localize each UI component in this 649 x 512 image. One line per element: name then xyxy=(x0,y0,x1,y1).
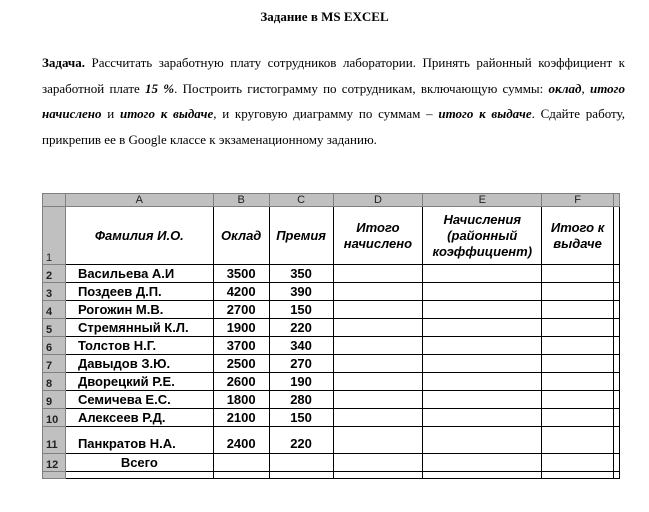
cell-regional-coefficient[interactable] xyxy=(423,427,542,454)
cell-name[interactable]: Поздеев Д.П. xyxy=(65,283,213,301)
cell-name[interactable]: Дворецкий Р.Е. xyxy=(65,373,213,391)
cell-bonus[interactable]: 190 xyxy=(269,373,333,391)
table-row xyxy=(43,283,620,301)
cell-salary[interactable]: 2700 xyxy=(213,301,269,319)
cell-salary[interactable]: 3700 xyxy=(213,337,269,355)
task-term-itogo-k-vydache-2: итого к выдаче xyxy=(438,106,532,121)
cell-name[interactable]: Семичева Е.С. xyxy=(65,391,213,409)
cell-total-accrued[interactable] xyxy=(333,319,423,337)
task-label: Задача. xyxy=(42,55,85,70)
table-row xyxy=(43,355,620,373)
select-all-corner[interactable] xyxy=(43,194,66,207)
cell-name[interactable]: Давыдов З.Ю. xyxy=(65,355,213,373)
cell-total-accrued-sum[interactable] xyxy=(333,454,423,472)
cell-bonus[interactable]: 150 xyxy=(269,301,333,319)
cell-bonus[interactable]: 390 xyxy=(269,283,333,301)
cell-regional-coefficient[interactable] xyxy=(423,391,542,409)
task-and: и xyxy=(101,106,120,121)
column-header-d[interactable]: D xyxy=(333,194,423,207)
task-term-itogo-k-vydache: итого к выдаче xyxy=(119,106,214,121)
cell-regional-coefficient[interactable] xyxy=(423,283,542,301)
cell-g[interactable] xyxy=(613,283,619,301)
cell-salary[interactable]: 2600 xyxy=(213,373,269,391)
spreadsheet-area xyxy=(42,193,620,481)
cell-empty[interactable] xyxy=(333,472,423,479)
task-text-1: Рассчитать заработную плату сотрудников лаборатории. Принять районный коэффициент к заработной плате xyxy=(42,55,625,96)
cell-name[interactable]: Стремянный К.Л. xyxy=(65,319,213,337)
total-row xyxy=(43,454,620,472)
table-row xyxy=(43,337,620,355)
header-cell-bonus[interactable]: Премия xyxy=(269,207,333,265)
cell-total-payout[interactable] xyxy=(542,319,614,337)
cell-empty[interactable] xyxy=(269,472,333,479)
cell-bonus[interactable]: 270 xyxy=(269,355,333,373)
row-header-7[interactable]: 7 xyxy=(43,355,66,373)
cell-regional-coefficient[interactable] xyxy=(423,337,542,355)
cell-empty[interactable] xyxy=(613,472,619,479)
cell-salary[interactable]: 1900 xyxy=(213,319,269,337)
cell-empty[interactable] xyxy=(423,472,542,479)
document-title: Задание в MS EXCEL xyxy=(260,9,389,24)
row-header-2[interactable]: 2 xyxy=(43,265,66,283)
cell-total-accrued[interactable] xyxy=(333,355,423,373)
row-header-1[interactable]: 1 xyxy=(43,207,66,265)
cell-total-coefficient-sum[interactable] xyxy=(423,454,542,472)
task-text-4: . Сдайте работу, прикрепив ее в Google классе к экзаменационному заданию. xyxy=(42,106,625,147)
column-header-b[interactable]: B xyxy=(213,194,269,207)
column-header-e[interactable]: E xyxy=(423,194,542,207)
row-header-4[interactable]: 4 xyxy=(43,301,66,319)
cell-empty[interactable] xyxy=(65,472,213,479)
cell-name[interactable]: Васильева А.И xyxy=(65,265,213,283)
header-cell-name[interactable]: Фамилия И.О. xyxy=(65,207,213,265)
table-row xyxy=(43,391,620,409)
task-text-2: . Построить гистограмму по сотрудникам, включающую суммы: xyxy=(174,80,549,96)
cell-g[interactable] xyxy=(613,391,619,409)
cell-total-payout[interactable] xyxy=(542,355,614,373)
cell-salary[interactable]: 1800 xyxy=(213,391,269,409)
row-header-3[interactable]: 3 xyxy=(43,283,66,301)
row-header-13[interactable] xyxy=(43,472,66,479)
column-header-c[interactable]: C xyxy=(269,194,333,207)
cell-total-payout[interactable] xyxy=(542,427,614,454)
table-row xyxy=(43,409,620,427)
task-term-itogo-nachisleno: итого начислено xyxy=(42,80,625,121)
cell-total-salary[interactable] xyxy=(213,454,269,472)
task-comma: , xyxy=(581,80,590,96)
cell-g[interactable] xyxy=(613,409,619,427)
row-header-11[interactable]: 11 xyxy=(43,427,66,454)
header-cell-salary[interactable]: Оклад xyxy=(213,207,269,265)
task-coefficient: 15 % xyxy=(145,80,175,96)
table-row xyxy=(43,427,620,454)
cell-empty[interactable] xyxy=(542,472,614,479)
cell-bonus[interactable]: 220 xyxy=(269,427,333,454)
header-cell-total-accrued[interactable]: Итого начислено xyxy=(333,207,423,265)
cell-total-payout[interactable] xyxy=(542,337,614,355)
table-row xyxy=(43,319,620,337)
cell-g[interactable] xyxy=(613,454,619,472)
cell-g1[interactable] xyxy=(613,207,619,265)
cell-total-payout[interactable] xyxy=(542,373,614,391)
cell-total-payout[interactable] xyxy=(542,301,614,319)
cell-g[interactable] xyxy=(613,373,619,391)
cell-regional-coefficient[interactable] xyxy=(423,265,542,283)
task-paragraph xyxy=(42,50,625,152)
cell-salary[interactable]: 2400 xyxy=(213,427,269,454)
column-header-row xyxy=(43,194,620,207)
cell-total-accrued[interactable] xyxy=(333,265,423,283)
salary-table xyxy=(42,193,620,479)
cell-total-accrued[interactable] xyxy=(333,301,423,319)
header-cell-total-payout[interactable]: Итого к выдаче xyxy=(542,207,614,265)
cell-total-accrued[interactable] xyxy=(333,283,423,301)
cell-bonus[interactable]: 220 xyxy=(269,319,333,337)
cell-name[interactable]: Толстов Н.Г. xyxy=(65,337,213,355)
row-header-8[interactable]: 8 xyxy=(43,373,66,391)
cell-regional-coefficient[interactable] xyxy=(423,373,542,391)
table-row xyxy=(43,265,620,283)
cell-name[interactable]: Рогожин М.В. xyxy=(65,301,213,319)
cell-bonus[interactable]: 340 xyxy=(269,337,333,355)
cell-name[interactable]: Алексеев Р.Д. xyxy=(65,409,213,427)
cell-bonus[interactable]: 280 xyxy=(269,391,333,409)
column-header-a[interactable]: A xyxy=(65,194,213,207)
cell-total-accrued[interactable] xyxy=(333,409,423,427)
cell-g[interactable] xyxy=(613,427,619,454)
cell-g[interactable] xyxy=(613,337,619,355)
cell-g[interactable] xyxy=(613,301,619,319)
header-cell-regional-coefficient[interactable]: Начисления (районный коэффициент) xyxy=(423,207,542,265)
cell-g[interactable] xyxy=(613,355,619,373)
cell-empty[interactable] xyxy=(213,472,269,479)
cell-bonus[interactable]: 150 xyxy=(269,409,333,427)
cell-total-accrued[interactable] xyxy=(333,337,423,355)
column-header-f[interactable]: F xyxy=(542,194,614,207)
cell-salary[interactable]: 3500 xyxy=(213,265,269,283)
table-row xyxy=(43,373,620,391)
cell-g[interactable] xyxy=(613,319,619,337)
cell-total-accrued[interactable] xyxy=(333,427,423,454)
cell-g[interactable] xyxy=(613,265,619,283)
task-term-oklad: оклад xyxy=(548,80,582,96)
cell-regional-coefficient[interactable] xyxy=(423,301,542,319)
row-header-12[interactable]: 12 xyxy=(43,454,66,472)
cell-salary[interactable]: 2500 xyxy=(213,355,269,373)
cell-total-payout[interactable] xyxy=(542,391,614,409)
cell-total-payout-sum[interactable] xyxy=(542,454,614,472)
cell-name[interactable]: Панкратов Н.А. xyxy=(65,427,213,454)
row-header-10[interactable]: 10 xyxy=(43,409,66,427)
cell-total-payout[interactable] xyxy=(542,409,614,427)
table-header-row xyxy=(43,207,620,265)
row-header-5[interactable]: 5 xyxy=(43,319,66,337)
cell-total-accrued[interactable] xyxy=(333,391,423,409)
column-header-g[interactable] xyxy=(613,194,619,207)
cell-bonus[interactable]: 350 xyxy=(269,265,333,283)
cell-salary[interactable]: 4200 xyxy=(213,283,269,301)
cell-regional-coefficient[interactable] xyxy=(423,409,542,427)
cell-regional-coefficient[interactable] xyxy=(423,319,542,337)
cell-total-bonus[interactable] xyxy=(269,454,333,472)
table-row xyxy=(43,301,620,319)
cell-total-accrued[interactable] xyxy=(333,373,423,391)
cell-total-payout[interactable] xyxy=(542,283,614,301)
row-header-6[interactable]: 6 xyxy=(43,337,66,355)
cell-regional-coefficient[interactable] xyxy=(423,355,542,373)
row-header-9[interactable]: 9 xyxy=(43,391,66,409)
partial-row-13 xyxy=(43,472,620,479)
cell-total-payout[interactable] xyxy=(542,265,614,283)
cell-total-label[interactable]: Всего xyxy=(65,454,213,472)
task-text-3: , и круговую диаграмму по суммам – xyxy=(213,106,439,121)
cell-salary[interactable]: 2100 xyxy=(213,409,269,427)
